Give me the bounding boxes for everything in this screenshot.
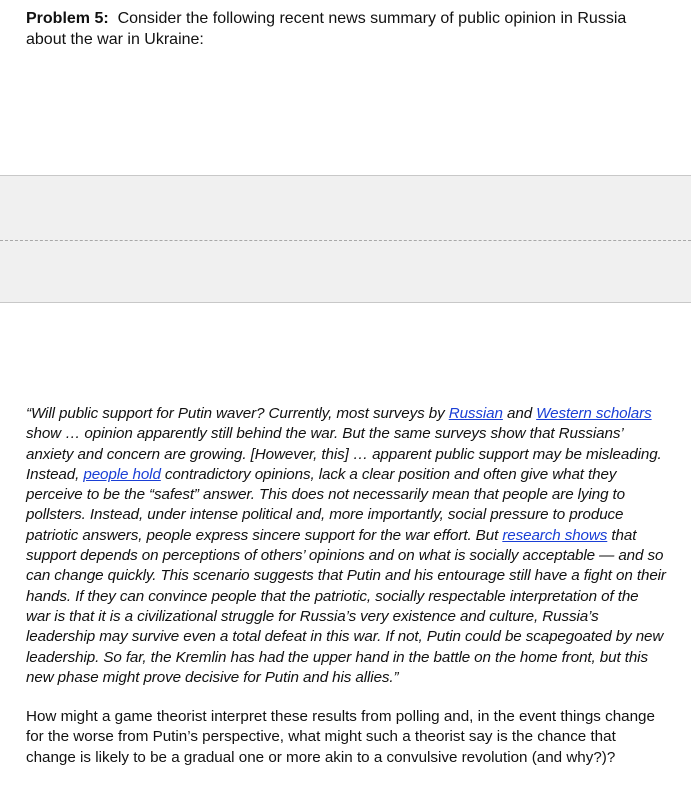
quote-line: new phase might prove decisive for Putin and his allies.” xyxy=(26,668,399,686)
quote-text: that xyxy=(607,526,637,544)
quote-text: contradictory opinions, lack a clear position and often give what they xyxy=(160,465,617,483)
question-line: How might a game theorist interpret these results from polling and, in the event things change xyxy=(26,708,655,725)
quote-line: leadership may survive even a total defeat in this war. If not, Putin could be scapegoated by new xyxy=(26,628,664,646)
news-quote xyxy=(26,404,676,688)
question-line: change is likely to be a gradual one or more akin to a convulsive revolution (and why?)? xyxy=(26,748,616,766)
problem-header xyxy=(26,8,666,50)
page-break-divider xyxy=(0,240,691,241)
quote-line: can change quickly. This scenario suggests that Putin and his entourage still have a fight on their xyxy=(26,567,666,585)
question-line: for the worse from Putin’s perspective, what might such a theorist say is the chance that xyxy=(26,728,616,746)
quote-line xyxy=(26,526,676,546)
quote-line xyxy=(26,465,676,485)
link-russian[interactable]: Russian xyxy=(448,405,503,422)
link-western-scholars[interactable]: Western scholars xyxy=(536,405,652,422)
quote-text: “Will public support for Putin waver? Currently, most surveys by xyxy=(26,405,449,422)
quote-line: show … opinion apparently still behind the war. But the same surveys show that Russians’ xyxy=(26,425,624,443)
problem-intro-line1: Consider the following recent news summary of public opinion in Russia xyxy=(117,10,627,27)
question-paragraph xyxy=(26,707,676,768)
quote-line: hands. If they can convince people that the patriotic, socially respectable interpretation of the xyxy=(26,587,639,605)
link-people-hold[interactable]: people hold xyxy=(83,465,161,483)
page-break-gap xyxy=(0,175,691,303)
quote-text: and xyxy=(502,405,537,422)
quote-text: patriotic answers, people express sincere support for the war effort. But xyxy=(26,526,503,544)
quote-line: anxiety and concern are growing. [However, this] … apparent public support may be misleading. xyxy=(26,445,662,463)
quote-line: leadership. So far, the Kremlin has had the upper hand in the battle on the home front, but this xyxy=(26,648,648,666)
quote-line: pollsters. Instead, under intense political and, more importantly, social pressure to produce xyxy=(26,506,624,524)
problem-label: Problem 5: xyxy=(26,10,109,27)
link-research-shows[interactable]: research shows xyxy=(502,526,608,544)
quote-line: support depends on perceptions of others’ opinions and on what is socially acceptable — and so xyxy=(26,547,664,565)
quote-line: perceive to be the “safest” answer. This does not necessarily mean that people are lying to xyxy=(26,486,626,504)
quote-line xyxy=(26,404,676,424)
quote-text: Instead, xyxy=(26,465,84,483)
quote-line: war is that it is a civilizational struggle for Russia’s very existence and culture, Russia’s xyxy=(26,607,599,625)
problem-intro-line2: about the war in Ukraine: xyxy=(26,31,204,48)
